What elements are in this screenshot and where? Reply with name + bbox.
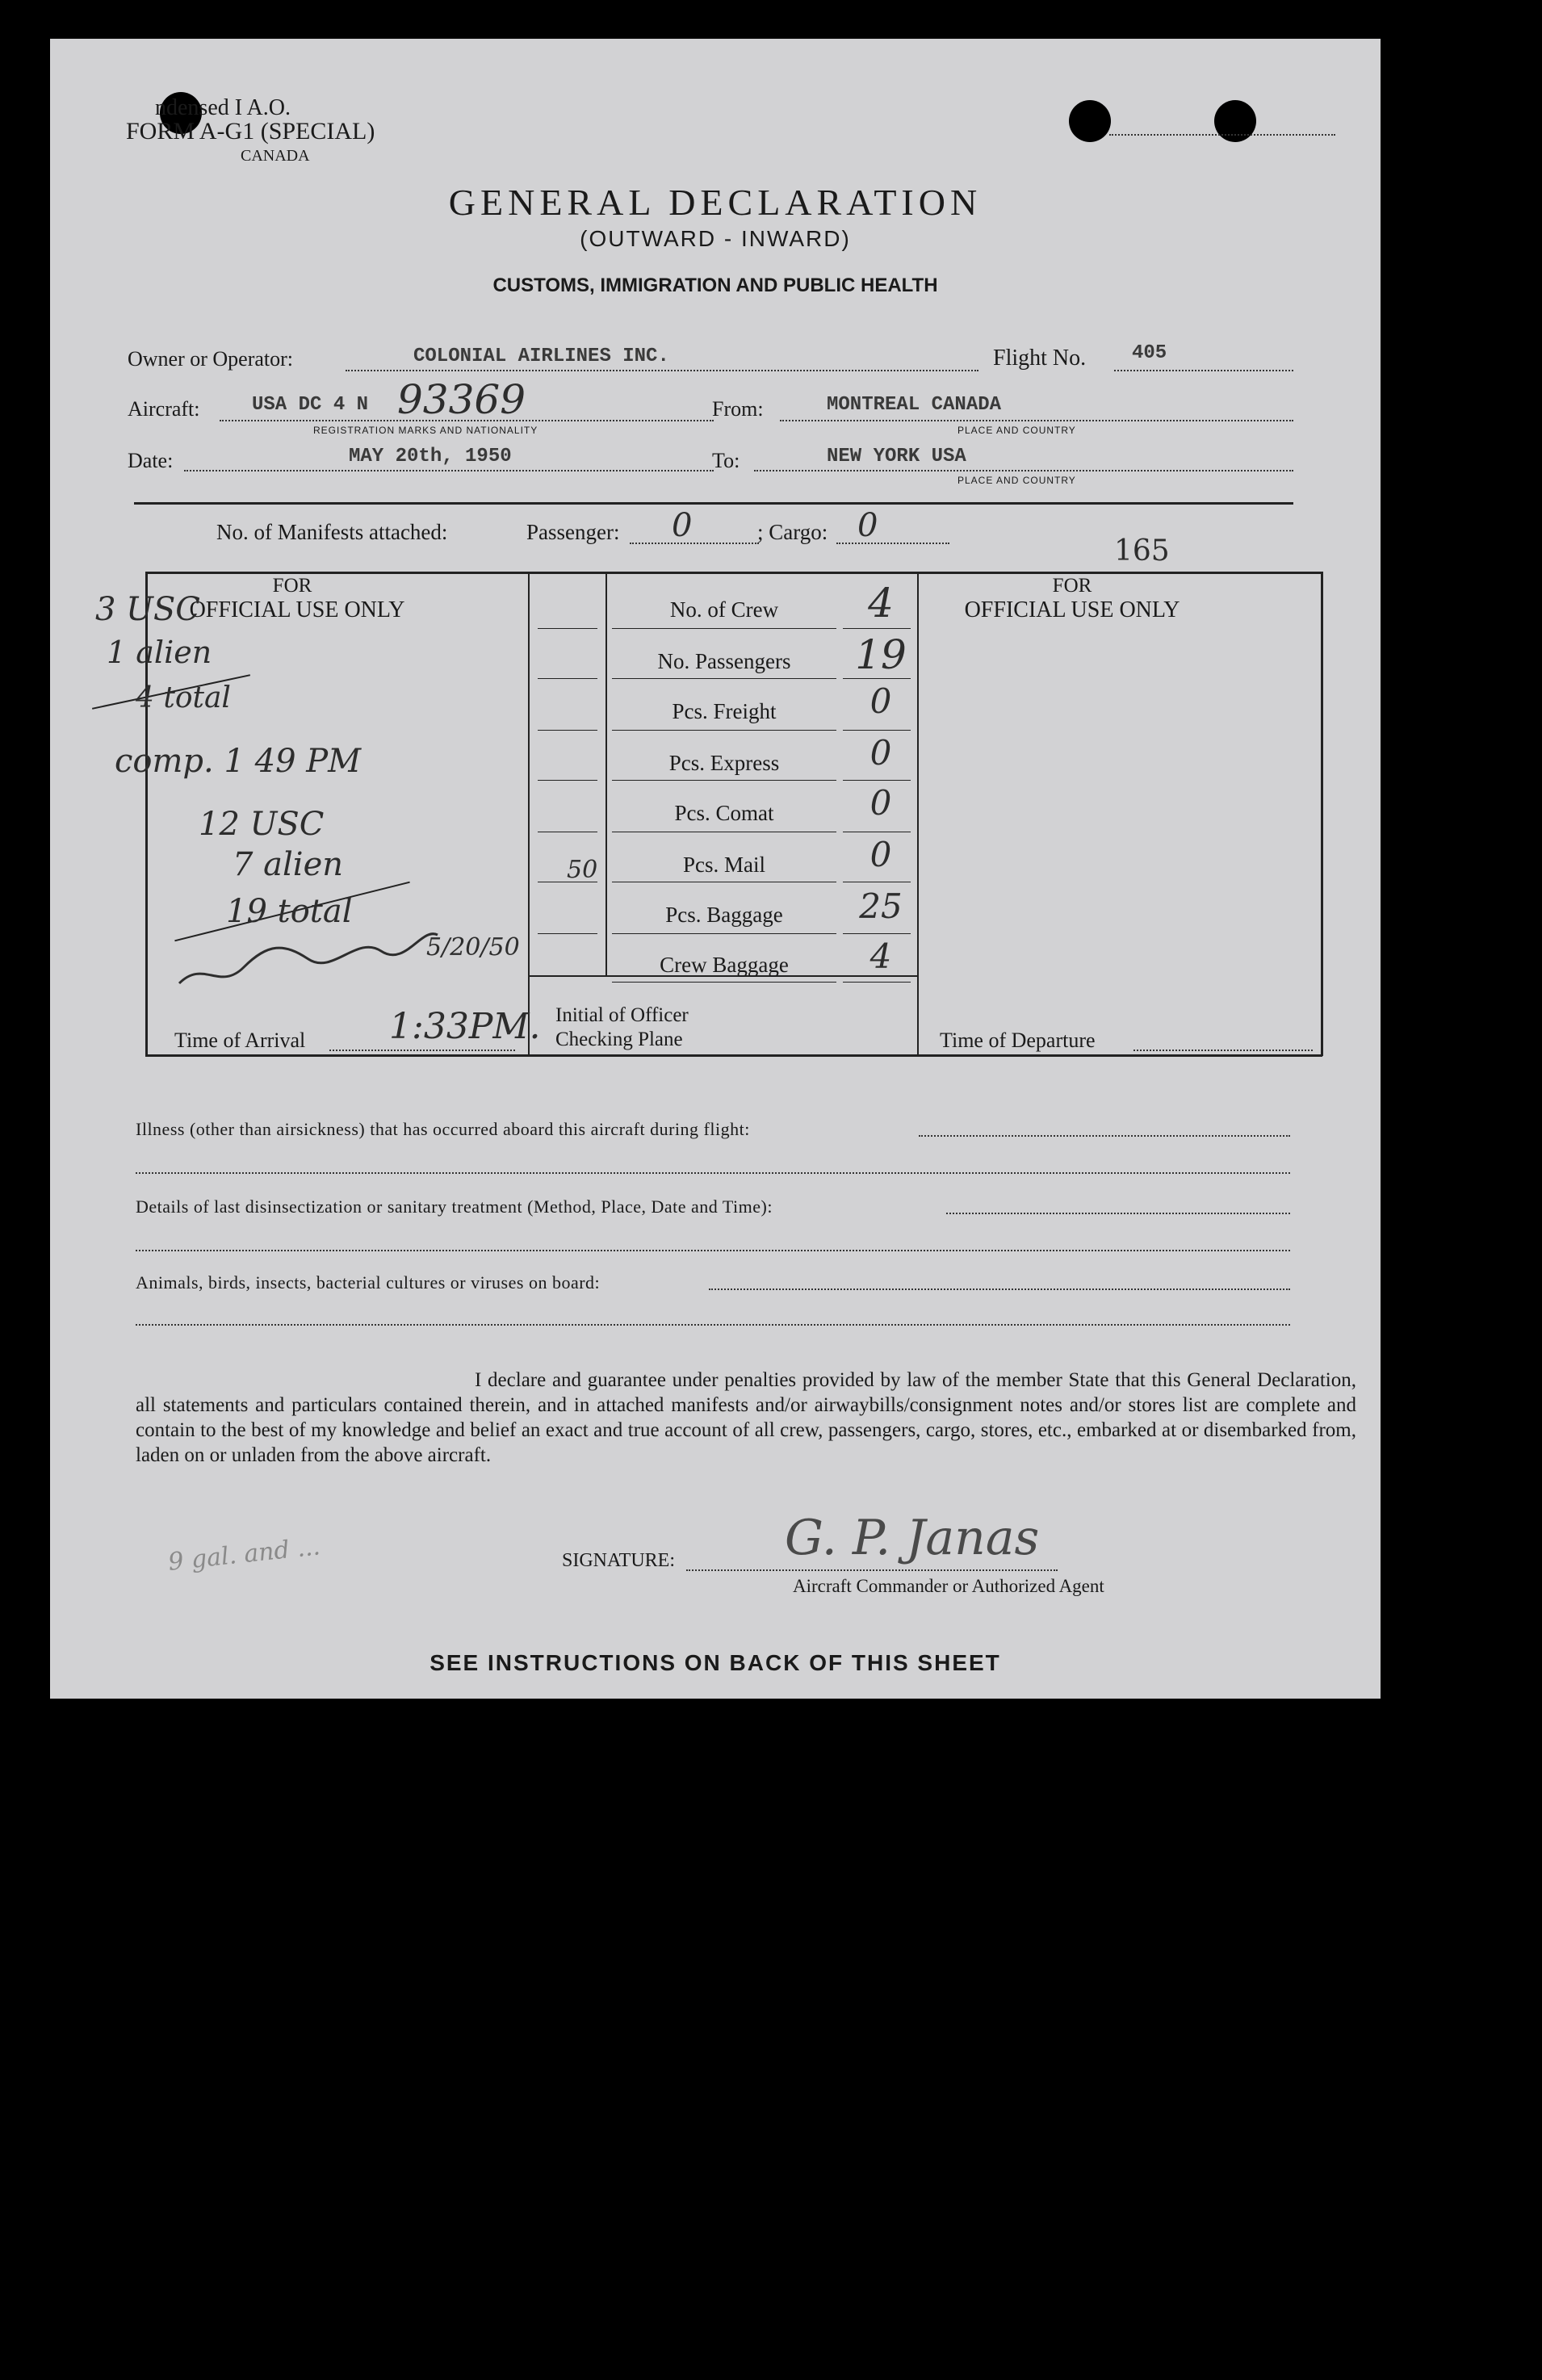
- row-value-crew-baggage: 4: [869, 936, 892, 976]
- punch-hole: [1214, 100, 1256, 142]
- aircraft-label: Aircraft:: [128, 397, 200, 421]
- row-label-crew-baggage: Crew Baggage: [660, 953, 789, 977]
- punch-hole: [1069, 100, 1111, 142]
- illness-question: Illness (other than airsickness) that has occurred aboard this aircraft during flight:: [136, 1119, 750, 1139]
- cargo-value: 0: [857, 507, 878, 544]
- row-value-comat: 0: [869, 783, 892, 823]
- disinsect-question: Details of last disinsectization or sanitary treatment (Method, Place, Date and Time):: [136, 1196, 773, 1217]
- annotation-date: 5/20/50: [426, 933, 520, 962]
- row-value-passengers: 19: [855, 631, 907, 678]
- initials-scribble: [171, 911, 446, 999]
- declaration-text: I declare and guarantee under penalties provided by law of the member State that this General Declaration, all statements and particulars contained therein, and in attached manifests and/or airwaybills/consignment notes and/or stores list are complete and contain to the best of my knowledge and belief an exact and true account of all crew, passengers, cargo, stores, etc., embarked at or disembarked from, laden on or unladen from the above aircraft.: [136, 1369, 1356, 1466]
- signature-label: SIGNATURE:: [562, 1550, 676, 1571]
- row-value-baggage: 25: [859, 886, 903, 926]
- row-value-freight: 0: [869, 681, 892, 721]
- place-caption-to: PLACE AND COUNTRY: [957, 475, 1076, 486]
- owner-label: Owner or Operator:: [128, 347, 294, 371]
- annotation-comp: comp. 1 49 PM: [115, 743, 362, 780]
- page-title: GENERAL DECLARATION: [448, 182, 983, 223]
- place-caption-from: PLACE AND COUNTRY: [957, 425, 1076, 436]
- agencies-line: CUSTOMS, IMMIGRATION AND PUBLIC HEALTH: [492, 274, 938, 296]
- cargo-label: ; Cargo:: [757, 520, 828, 544]
- form-line-1: ndensed I A.O.: [155, 95, 291, 120]
- annotation-4-total: 4 total: [136, 681, 231, 714]
- date-label: Date:: [128, 449, 174, 472]
- aircraft-value: USA DC 4 N: [252, 394, 369, 416]
- to-label: To:: [712, 449, 740, 472]
- row-value-mail: 0: [869, 835, 892, 874]
- initial-label-2: Checking Plane: [555, 1029, 683, 1050]
- initial-label-1: Initial of Officer: [555, 1004, 689, 1026]
- instructions-footer: SEE INSTRUCTIONS ON BACK OF THIS SHEET: [429, 1650, 1001, 1675]
- to-value: NEW YORK USA: [827, 446, 966, 467]
- row-label-mail: Pcs. Mail: [682, 853, 765, 877]
- arrival-label: Time of Arrival: [174, 1029, 306, 1052]
- page-subtitle: (OUTWARD - INWARD): [580, 226, 851, 251]
- row-label-passengers: No. Passengers: [657, 649, 791, 673]
- form-line-3: CANADA: [241, 147, 310, 165]
- row-label-freight: Pcs. Freight: [672, 699, 777, 723]
- right-header-2: OFFICIAL USE ONLY: [964, 597, 1180, 622]
- signer-caption: Aircraft Commander or Authorized Agent: [793, 1576, 1104, 1596]
- top-right-number: 165: [1114, 534, 1170, 568]
- from-label: From:: [712, 397, 764, 421]
- left-header-1: FOR: [272, 575, 312, 597]
- row-label-baggage: Pcs. Baggage: [665, 903, 783, 927]
- row-label-comat: Pcs. Comat: [674, 801, 774, 825]
- right-header-1: FOR: [1052, 575, 1092, 597]
- annotation-12-usc: 12 USC: [199, 806, 325, 843]
- departure-label: Time of Departure: [940, 1029, 1096, 1052]
- left-header-2: OFFICIAL USE ONLY: [189, 597, 405, 622]
- animals-question: Animals, birds, insects, bacterial cultures or viruses on board:: [136, 1272, 601, 1293]
- annotation-19-total: 19 total: [226, 893, 353, 930]
- annotation-1-alien: 1 alien: [107, 635, 212, 670]
- registration-caption: REGISTRATION MARKS AND NATIONALITY: [313, 425, 538, 436]
- form-sheet: [50, 39, 1381, 1699]
- aircraft-handwritten: 93369: [397, 376, 526, 423]
- form-line-2: FORM A-G1 (SPECIAL): [126, 118, 375, 145]
- flight-value: 405: [1132, 342, 1167, 364]
- from-value: MONTREAL CANADA: [827, 394, 1002, 416]
- row-value-crew: 4: [868, 580, 894, 626]
- flight-label: Flight No.: [993, 346, 1087, 371]
- annotation-7-alien: 7 alien: [233, 846, 344, 883]
- annotation-3-usc: 3 USC: [95, 591, 200, 628]
- mail-margin-note: 50: [567, 856, 598, 884]
- date-value: MAY 20th, 1950: [349, 446, 512, 467]
- divider: [134, 502, 1293, 505]
- manifests-label: No. of Manifests attached:: [216, 520, 448, 544]
- owner-value: COLONIAL AIRLINES INC.: [413, 346, 669, 367]
- row-value-express: 0: [869, 733, 892, 773]
- row-label-crew: No. of Crew: [669, 597, 779, 622]
- passenger-value: 0: [672, 507, 693, 544]
- signature: G. P. Janas: [785, 1510, 1040, 1566]
- passenger-label: Passenger:: [526, 520, 620, 544]
- pencil-note: 9 gal. and ...: [166, 1532, 322, 1577]
- row-label-express: Pcs. Express: [668, 751, 780, 775]
- arrival-value: 1:33PM.: [389, 1006, 541, 1047]
